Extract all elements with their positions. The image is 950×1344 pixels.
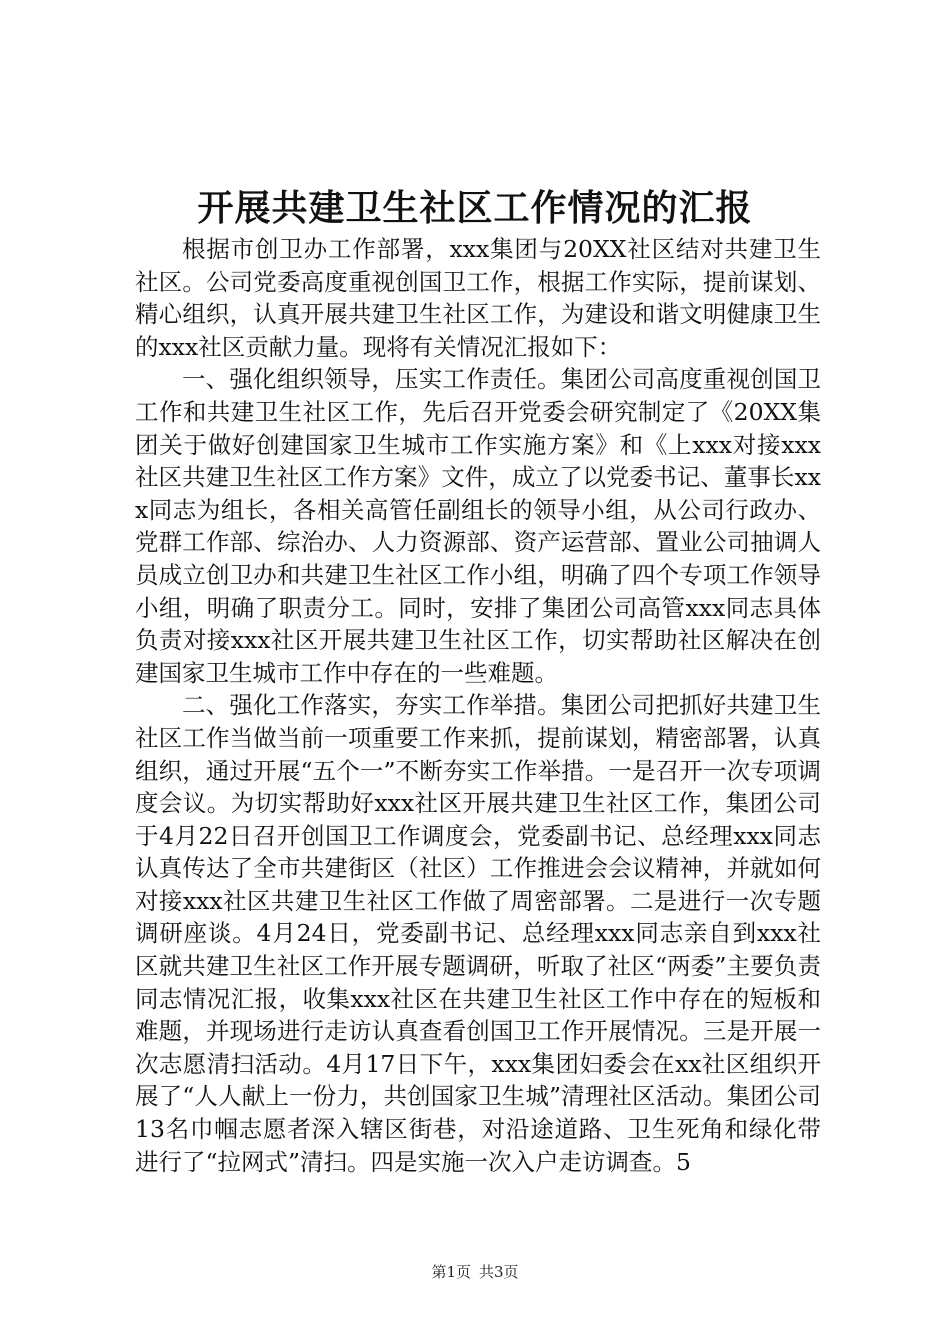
paragraph-section-two: 二、强化工作落实，夯实工作举措。集团公司把抓好共建卫生社区工作当做当前一项重要工作来抓，提前谋划，精密部署，认真组织，通过开展“五个一”不断夯实工作举措。一是召开一次专项调度会议。为切实帮助好xxx社区开展共建卫生社区工作，集团公司于4月22日召开创国卫工作调度会，党委副书记、总经理xxx同志认真传达了全市共建街区（社区）工作推进会会议精神，并就如何对接xxx社区共建卫生社区工作做了周密部署。二是进行一次专题调研座谈。4月24日，党委副书记、总经理xxx同志亲自到xxx社区就共建卫生社区工作开展专题调研，听取了社区“两委”主要负责同志情况汇报，收集xxx社区在共建卫生社区工作中存在的短板和难题，并现场进行走访认真查看创国卫工作开展情况。三是开展一次志愿清扫活动。4月17日下午，xxx集团妇委会在xx社区组织开展了“人人献上一份力，共创国家卫生城”清理社区活动。集团公司13名巾帼志愿者深入辖区街巷，对沿途道路、卫生死角和绿化带进行了“拉网式”清扫。四是实施一次入户走访调查。5 bbox=[135, 691, 821, 1176]
document-title: 开展共建卫生社区工作情况的汇报 bbox=[197, 187, 753, 229]
page-total: 共3页 bbox=[479, 1263, 519, 1281]
document-body bbox=[135, 233, 821, 1178]
paragraph-intro: 根据市创卫办工作部署，xxx集团与20XX社区结对共建卫生社区。公司党委高度重视创国卫工作，根据工作实际，提前谋划、精心组织，认真开展共建卫生社区工作，为建设和谐文明健康卫生的xxx社区贡献力量。现将有关情况汇报如下： bbox=[135, 235, 821, 361]
page-number: 第1页 bbox=[431, 1263, 471, 1281]
page-footer bbox=[0, 1262, 950, 1282]
paragraph-section-one: 一、强化组织领导，压实工作责任。集团公司高度重视创国卫工作和共建卫生社区工作，先后召开党委会研究制定了《20XX集团关于做好创建国家卫生城市工作实施方案》和《上xxx对接xxx社区共建卫生社区工作方案》文件，成立了以党委书记、董事长xxx同志为组长，各相关高管任副组长的领导小组，从公司行政办、党群工作部、综治办、人力资源部、资产运营部、置业公司抽调人员成立创卫办和共建卫生社区工作小组，明确了四个专项工作领导小组，明确了职责分工。同时，安排了集团公司高管xxx同志具体负责对接xxx社区开展共建卫生社区工作，切实帮助社区解决在创建国家卫生城市工作中存在的一些难题。 bbox=[135, 365, 821, 687]
